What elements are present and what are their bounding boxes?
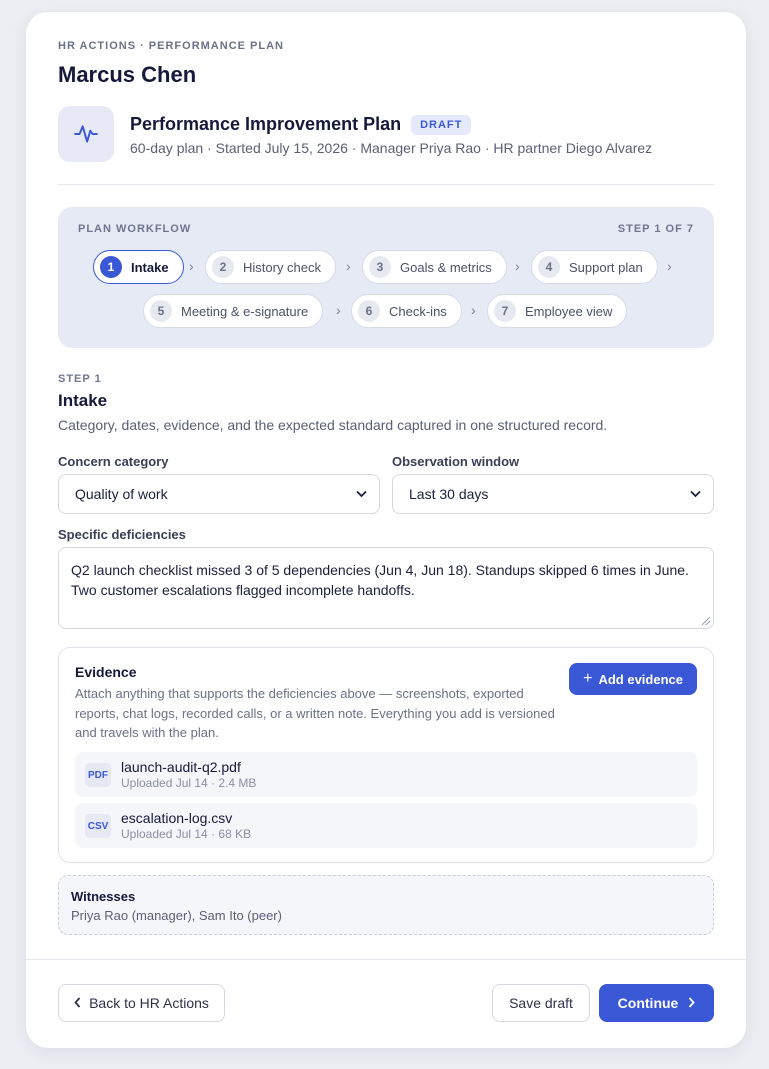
- pdf-file-icon: PDF: [85, 763, 111, 787]
- witnesses-names: Priya Rao (manager), Sam Ito (peer): [71, 908, 282, 923]
- chevron-right-icon: ›: [189, 258, 194, 274]
- file-meta: Uploaded Jul 14 · 68 KB: [121, 827, 252, 841]
- select-value: Quality of work: [75, 486, 168, 502]
- witnesses-title: Witnesses: [71, 889, 136, 904]
- chevron-right-icon: ›: [336, 302, 341, 318]
- witnesses-box[interactable]: [58, 875, 714, 935]
- file-name: escalation-log.csv: [121, 810, 233, 826]
- workflow-title: PLAN WORKFLOW: [78, 223, 192, 235]
- evidence-description: Attach anything that supports the deficiencies above — screenshots, exported reports, chat logs, recorded calls, or a written note. Everything you add is versioned and travels with the plan.: [75, 686, 555, 740]
- step-number: 7: [494, 300, 516, 322]
- step-number: 4: [538, 256, 560, 278]
- pip-card: [26, 12, 746, 1048]
- file-meta: Uploaded Jul 14 · 2.4 MB: [121, 776, 257, 790]
- breadcrumb: HR ACTIONS · PERFORMANCE PLAN: [58, 40, 284, 52]
- file-name: launch-audit-q2.pdf: [121, 759, 241, 775]
- workflow-step-support-plan[interactable]: [531, 250, 658, 284]
- divider: [58, 184, 714, 185]
- status-badge: DRAFT: [411, 115, 471, 135]
- chevron-right-icon: ›: [667, 258, 672, 274]
- chevron-down-icon: [690, 487, 701, 501]
- concern-category-select[interactable]: [58, 474, 380, 514]
- chevron-right-icon: [688, 996, 695, 1011]
- evidence-panel: [58, 647, 714, 863]
- step-label: Check-ins: [389, 303, 447, 319]
- save-draft-button[interactable]: [492, 984, 590, 1022]
- observation-window-label: Observation window: [392, 454, 520, 469]
- textarea-line: Two customer escalations flagged incomplete handoffs.: [71, 582, 415, 598]
- concern-category-label: Concern category: [58, 454, 169, 469]
- back-button[interactable]: [58, 984, 225, 1022]
- workflow-step-history-check[interactable]: [205, 250, 336, 284]
- chevron-left-icon: [74, 996, 81, 1011]
- step-label: Employee view: [525, 303, 613, 319]
- deficiencies-label: Specific deficiencies: [58, 527, 186, 542]
- resize-handle[interactable]: [702, 617, 710, 625]
- chevron-right-icon: ›: [471, 302, 476, 318]
- chevron-down-icon: [356, 487, 367, 501]
- plan-workflow: [58, 207, 714, 348]
- continue-label: Continue: [617, 995, 679, 1011]
- step-title: Intake: [58, 391, 108, 410]
- step-label: Intake: [131, 259, 169, 275]
- evidence-title: Evidence: [75, 664, 137, 680]
- add-evidence-label: Add evidence: [598, 671, 683, 687]
- step-description: Category, dates, evidence, and the expected standard captured in one structured record.: [58, 417, 608, 433]
- deficiencies-textarea[interactable]: [58, 547, 714, 629]
- select-value: Last 30 days: [409, 486, 489, 502]
- workflow-step-count: STEP 1 OF 7: [617, 223, 694, 235]
- step-label: Goals & metrics: [400, 259, 492, 275]
- page-title: Marcus Chen: [58, 62, 197, 87]
- workflow-step-meeting-e-signature[interactable]: [143, 294, 323, 328]
- plus-icon: +: [583, 670, 593, 687]
- step-label: Support plan: [569, 259, 643, 275]
- step-number: 3: [369, 256, 391, 278]
- evidence-file-row[interactable]: [75, 803, 697, 848]
- observation-window-select[interactable]: [392, 474, 714, 514]
- step-label: Meeting & e-signature: [181, 303, 309, 319]
- plan-title: Performance Improvement Plan: [130, 114, 402, 134]
- workflow-step-intake[interactable]: [93, 250, 184, 284]
- chevron-right-icon: ›: [515, 258, 520, 274]
- workflow-step-goals-metrics[interactable]: [362, 250, 507, 284]
- step-number: 6: [358, 300, 380, 322]
- evidence-file-row[interactable]: [75, 752, 697, 797]
- add-evidence-button[interactable]: [569, 663, 697, 695]
- pulse-icon: [58, 106, 114, 162]
- step-number: 1: [100, 256, 122, 278]
- textarea-line: Q2 launch checklist missed 3 of 5 dependencies (Jun 4, Jun 18). Standups skipped 6 times in June.: [71, 562, 689, 578]
- step-number: 5: [150, 300, 172, 322]
- step-label: History check: [243, 259, 322, 275]
- save-draft-label: Save draft: [509, 995, 573, 1011]
- plan-meta: 60-day plan · Started July 15, 2026 · Manager Priya Rao · HR partner Diego Alvarez: [130, 140, 653, 156]
- workflow-step-employee-view[interactable]: [487, 294, 627, 328]
- step-number: 2: [212, 256, 234, 278]
- workflow-step-check-ins[interactable]: [351, 294, 462, 328]
- back-button-label: Back to HR Actions: [89, 995, 209, 1011]
- step-kicker: STEP 1: [58, 373, 102, 385]
- csv-file-icon: CSV: [85, 814, 111, 838]
- continue-button[interactable]: [599, 984, 714, 1022]
- footer-divider: [26, 959, 746, 960]
- chevron-right-icon: ›: [346, 258, 351, 274]
- plan-header: [130, 114, 471, 135]
